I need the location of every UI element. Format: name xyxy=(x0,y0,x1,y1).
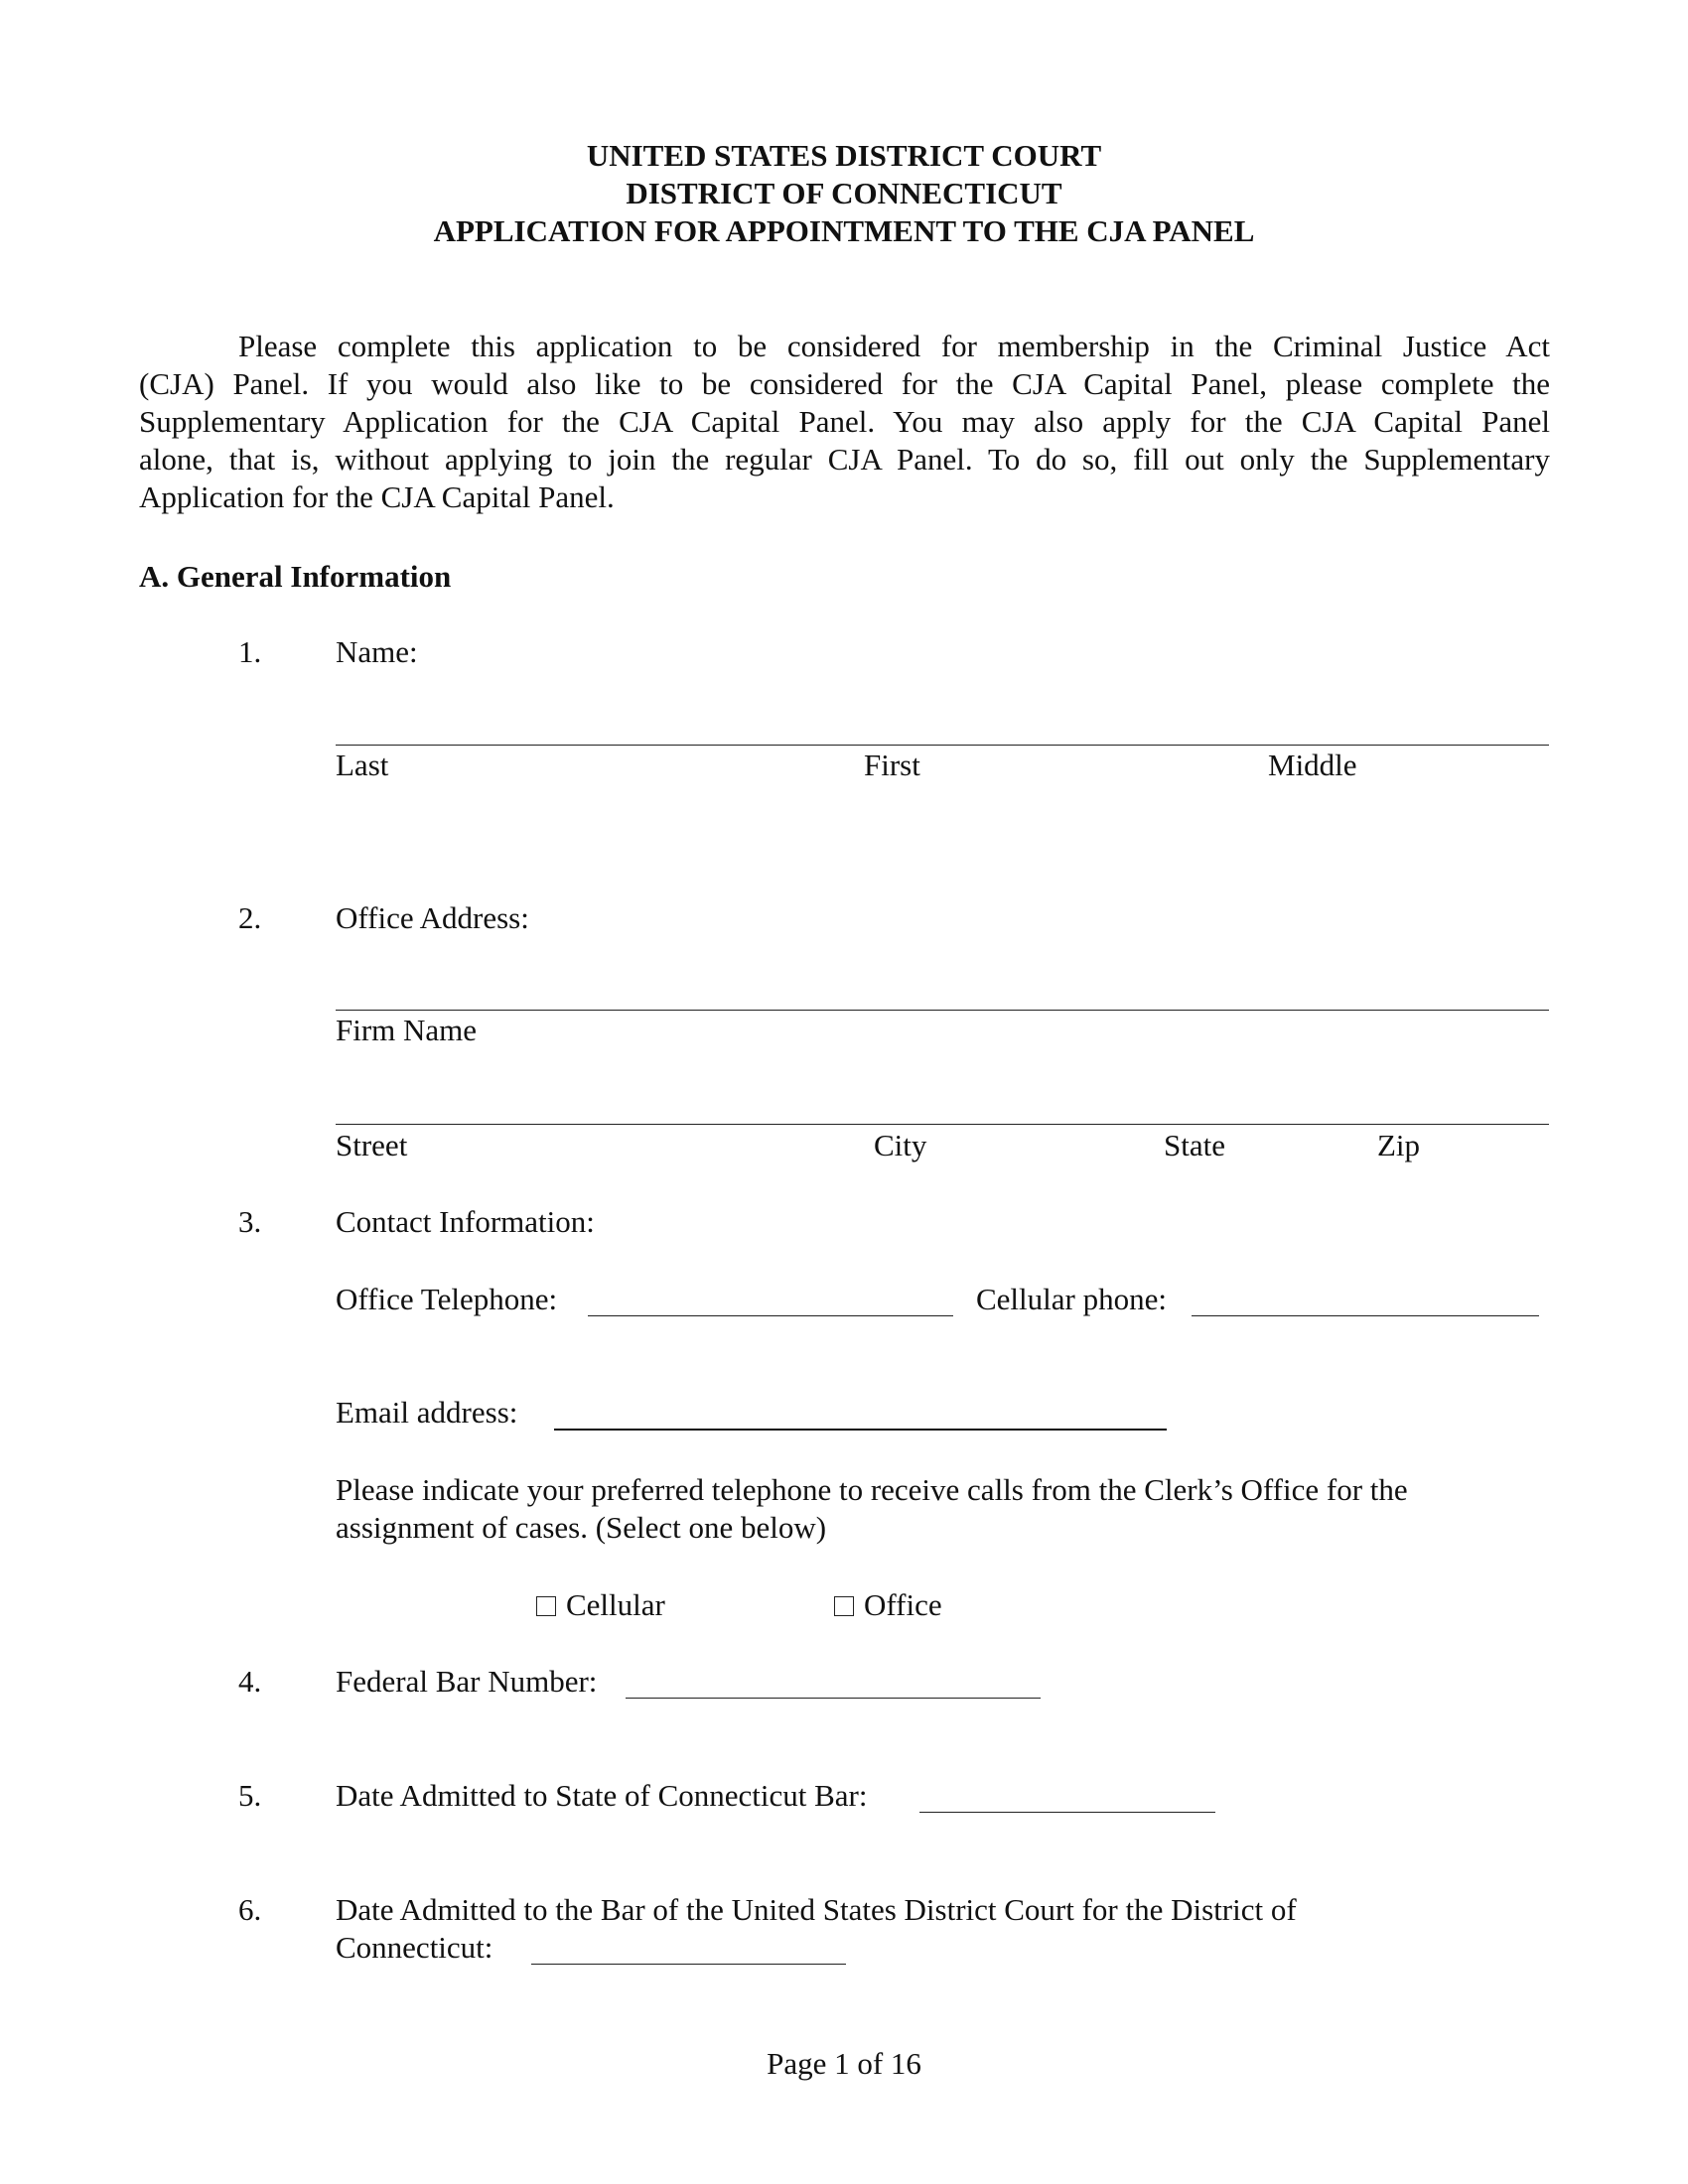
option-cellular-label: Cellular xyxy=(566,1587,665,1622)
intro-paragraph xyxy=(139,328,1550,516)
name-field[interactable] xyxy=(336,745,1549,746)
zip-label: Zip xyxy=(1377,1128,1421,1162)
district-court-bar-date-field[interactable] xyxy=(531,1964,846,1965)
email-label: Email address: xyxy=(336,1395,518,1430)
item-number-4: 4. xyxy=(238,1664,262,1699)
preferred-phone-text-line1: Please indicate your preferred telephone to receive calls from the Clerk’s Office for the xyxy=(336,1472,1408,1507)
checkbox-cellular[interactable] xyxy=(536,1596,556,1616)
name-last-label: Last xyxy=(336,748,389,782)
option-office-label: Office xyxy=(864,1587,942,1622)
item-number-3: 3. xyxy=(238,1204,262,1239)
preferred-phone-text-line2: assignment of cases. (Select one below) xyxy=(336,1510,827,1545)
option-office[interactable] xyxy=(834,1586,942,1624)
state-bar-date-field[interactable] xyxy=(919,1812,1215,1813)
intro-line: (CJA) Panel. If you would also like to be considered for the CJA Capital Panel, please complete the xyxy=(139,366,1550,401)
cellular-phone-field[interactable] xyxy=(1192,1315,1539,1316)
state-bar-date-label: Date Admitted to State of Connecticut Bar: xyxy=(336,1778,868,1813)
state-label: State xyxy=(1164,1128,1225,1162)
intro-line: Please complete this application to be considered for membership in the Criminal Justice Act xyxy=(238,329,1550,363)
intro-line: Supplementary Application for the CJA Capital Panel. You may also apply for the CJA Capital Panel xyxy=(139,404,1550,439)
firm-name-label: Firm Name xyxy=(336,1013,478,1047)
street-address-field[interactable] xyxy=(336,1124,1549,1125)
item-number-6: 6. xyxy=(238,1892,262,1927)
firm-name-field[interactable] xyxy=(336,1010,1549,1011)
intro-line: alone, that is, without applying to join the regular CJA Panel. To do so, fill out only the Supplementary xyxy=(139,442,1550,477)
name-first-label: First xyxy=(864,748,920,782)
name-middle-label: Middle xyxy=(1268,748,1357,782)
street-label: Street xyxy=(336,1128,408,1162)
intro-line: Application for the CJA Capital Panel. xyxy=(139,479,615,514)
email-field[interactable] xyxy=(554,1429,1167,1431)
federal-bar-number-field[interactable] xyxy=(626,1698,1041,1699)
district-court-bar-date-label-line2: Connecticut: xyxy=(336,1930,493,1965)
option-cellular[interactable] xyxy=(536,1586,665,1624)
checkbox-office[interactable] xyxy=(834,1596,854,1616)
city-label: City xyxy=(874,1128,927,1162)
district-court-bar-date-label-line1: Date Admitted to the Bar of the United States District Court for the District of xyxy=(336,1892,1297,1927)
district-name: DISTRICT OF CONNECTICUT xyxy=(626,176,1062,210)
form-title: APPLICATION FOR APPOINTMENT TO THE CJA PANEL xyxy=(433,213,1255,248)
federal-bar-number-label: Federal Bar Number: xyxy=(336,1664,598,1699)
item-number-5: 5. xyxy=(238,1778,262,1813)
page-number: Page 1 of 16 xyxy=(767,2046,921,2081)
name-label: Name: xyxy=(336,634,418,669)
court-name: UNITED STATES DISTRICT COURT xyxy=(586,138,1102,173)
item-number-1: 1. xyxy=(238,634,262,669)
office-telephone-field[interactable] xyxy=(588,1315,953,1316)
item-number-2: 2. xyxy=(238,900,262,935)
section-a-title: A. General Information xyxy=(139,559,452,594)
document-header xyxy=(0,137,1688,250)
office-address-label: Office Address: xyxy=(336,900,529,935)
office-telephone-label: Office Telephone: xyxy=(336,1282,558,1316)
contact-info-label: Contact Information: xyxy=(336,1204,595,1239)
cellular-phone-label: Cellular phone: xyxy=(976,1282,1167,1316)
